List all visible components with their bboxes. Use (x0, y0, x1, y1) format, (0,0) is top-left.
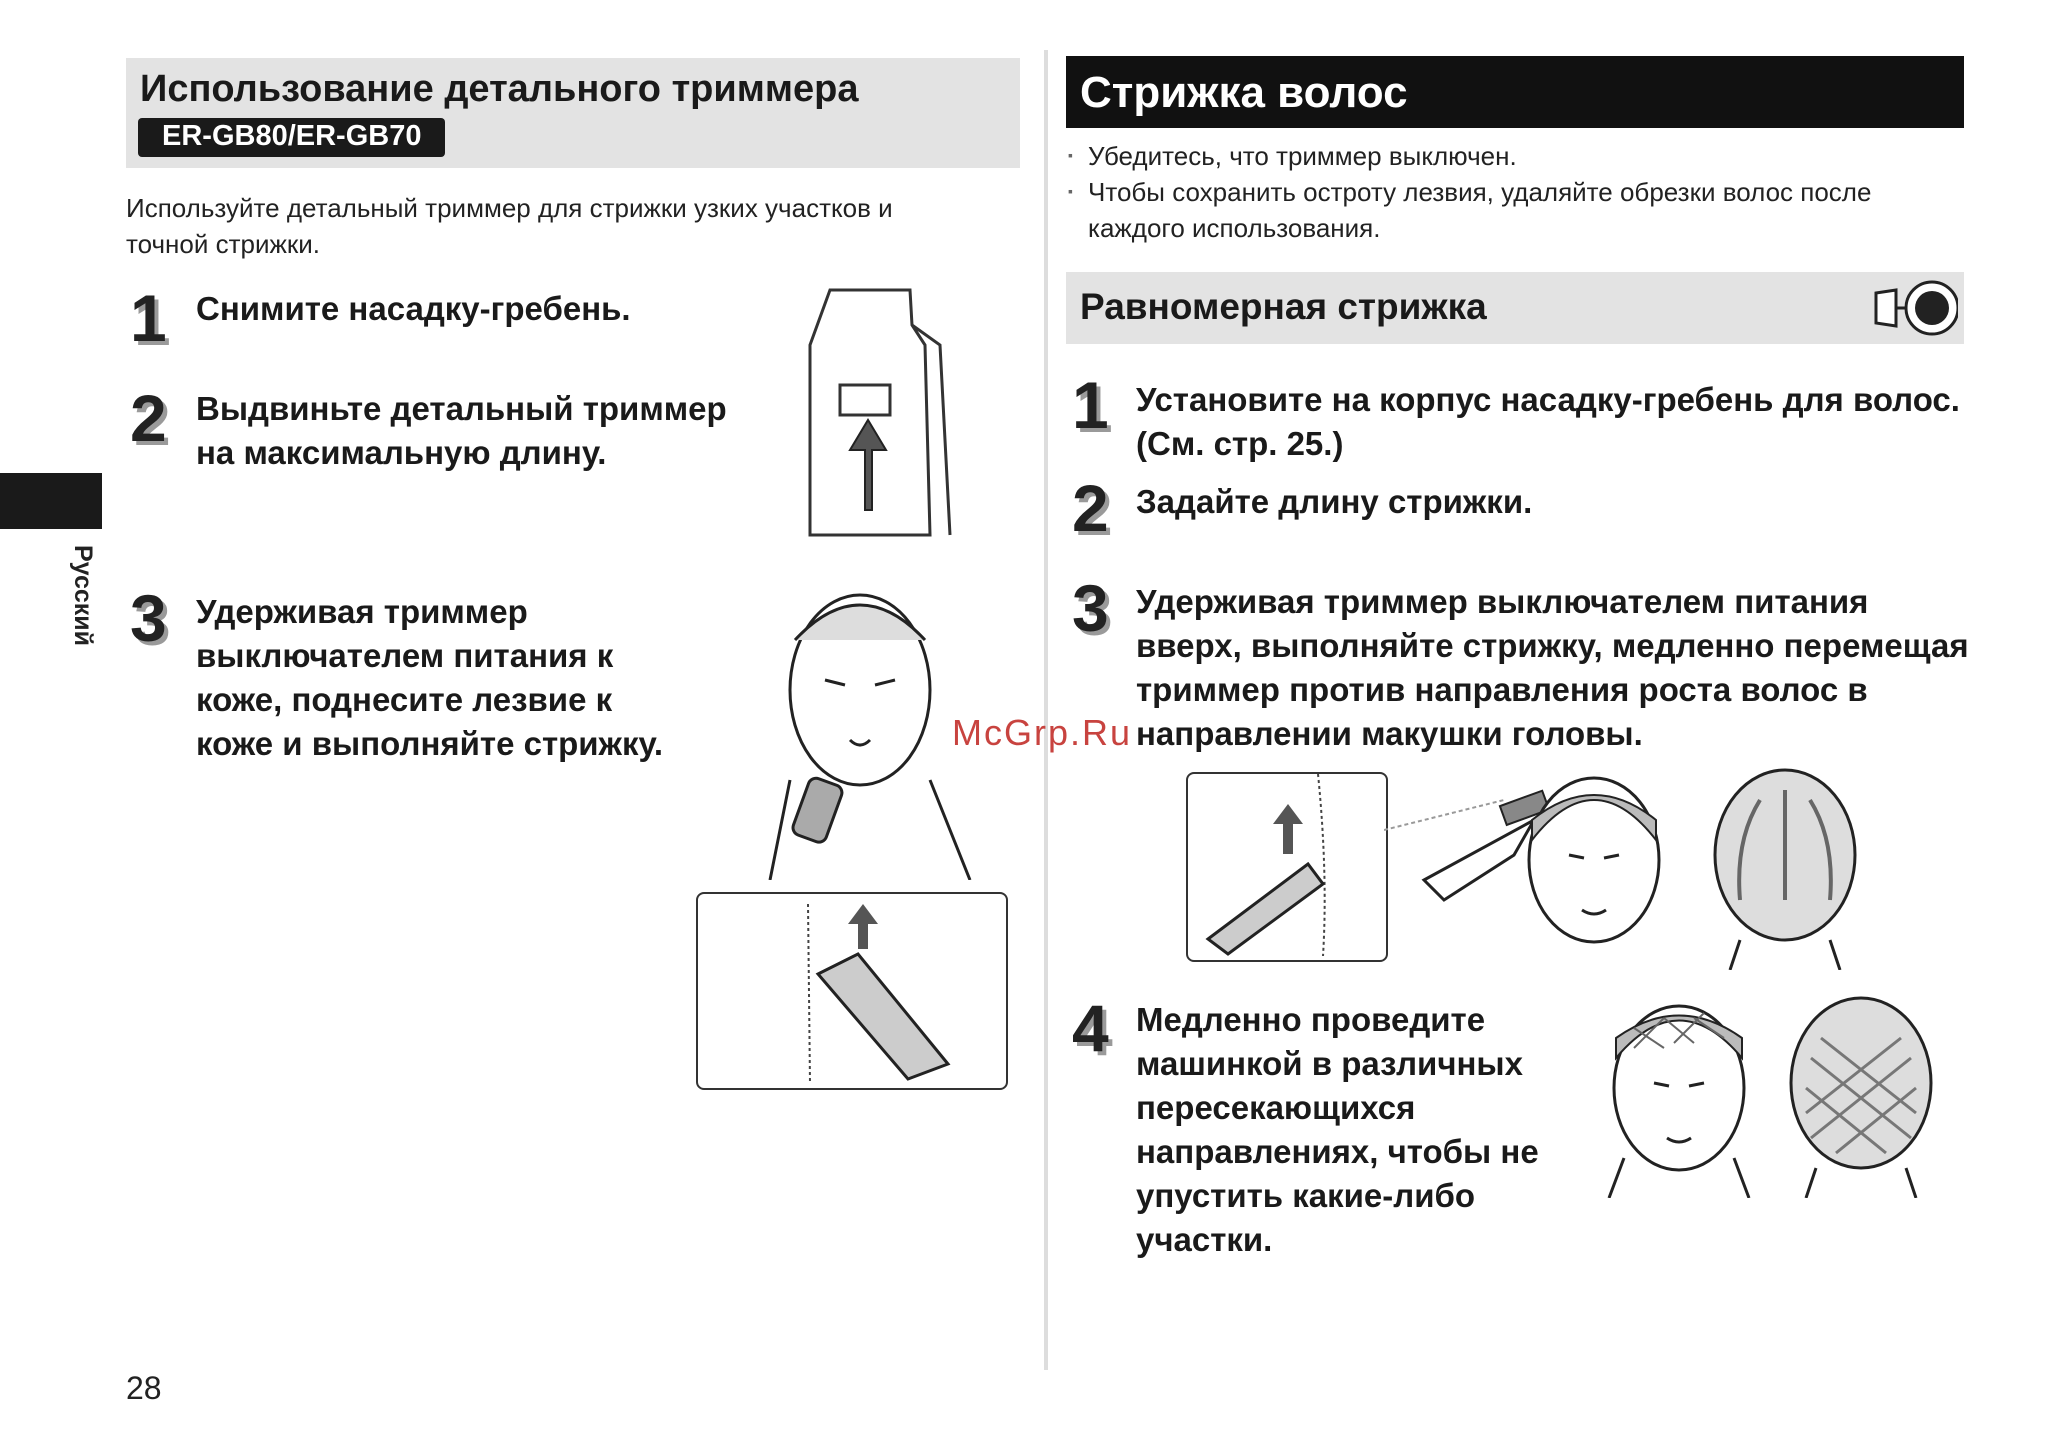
left-step-3-number: 3 (130, 581, 167, 655)
right-step-3-number: 3 (1072, 571, 1109, 645)
left-step-1-number: 1 (130, 281, 167, 355)
left-intro-text: Используйте детальный триммер для стрижки узких участков и точной стрижки. (126, 193, 893, 259)
right-bullet-2: ▪ Чтобы сохранить остроту лезвия, удаляйте обрезки волос после каждого использования. (1088, 174, 1948, 246)
left-section-header (126, 58, 1020, 168)
left-step-2-number: 2 (130, 381, 167, 455)
head-back-illustration-1 (1700, 760, 1870, 970)
watermark: McGrp.Ru (952, 712, 1133, 753)
left-section-title: Использование детального триммера (140, 68, 859, 110)
language-tab-label: Русский (69, 545, 97, 647)
head-back-illustration-2 (1776, 988, 1946, 1198)
subsection-title: Равномерная стрижка (1080, 286, 1487, 327)
trimmer-closeup-illustration (698, 894, 1002, 1084)
right-step-2-number: 2 (1072, 471, 1109, 545)
hair-closeup-box (1186, 772, 1388, 962)
right-step-2-text: Задайте длину стрижки. (1136, 483, 1533, 520)
man-head-front-illustration-1 (1384, 760, 1674, 970)
page-number: 28 (126, 1370, 162, 1406)
left-step-3-text: Удерживая триммер выключателем питания к коже, поднесите лезвие к коже и выполняйте стрижку. (196, 593, 664, 762)
trimmer-extend-illustration (800, 285, 980, 545)
right-step-3-text: Удерживая триммер выключателем питания вверх, выполняйте стрижку, медленно перемещая триммер против направления роста волос в направлении макушки головы. (1136, 583, 1969, 752)
column-divider (1044, 50, 1048, 1370)
trimmer-detail-box (696, 892, 1008, 1090)
model-badge: ER-GB80/ER-GB70 (138, 118, 445, 157)
right-step-1-text: Установите на корпус насадку-гребень для волос. (См. стр. 25.) (1136, 381, 1960, 462)
right-section-header (1066, 56, 1964, 128)
trimmer-upward-illustration (1188, 774, 1382, 956)
comb-attachment-icon (1866, 278, 1958, 338)
man-head-front-illustration-2 (1594, 988, 1764, 1198)
right-bullet-1: ▪ Убедитесь, что триммер выключен. (1088, 138, 1948, 174)
subsection-header (1066, 272, 1964, 344)
right-section-title: Стрижка волос (1080, 68, 1408, 117)
right-step-4-number: 4 (1072, 991, 1109, 1065)
left-step-2-text: Выдвиньте детальный триммер на максимальную длину. (196, 390, 727, 471)
right-step-1-number: 1 (1072, 368, 1109, 442)
language-tab-marker (0, 473, 102, 529)
right-step-4-text: Медленно проведите машинкой в различных пересекающихся направлениях, чтобы не упустить какие-либо участки. (1136, 1001, 1539, 1258)
left-step-1-text: Снимите насадку-гребень. (196, 290, 631, 327)
